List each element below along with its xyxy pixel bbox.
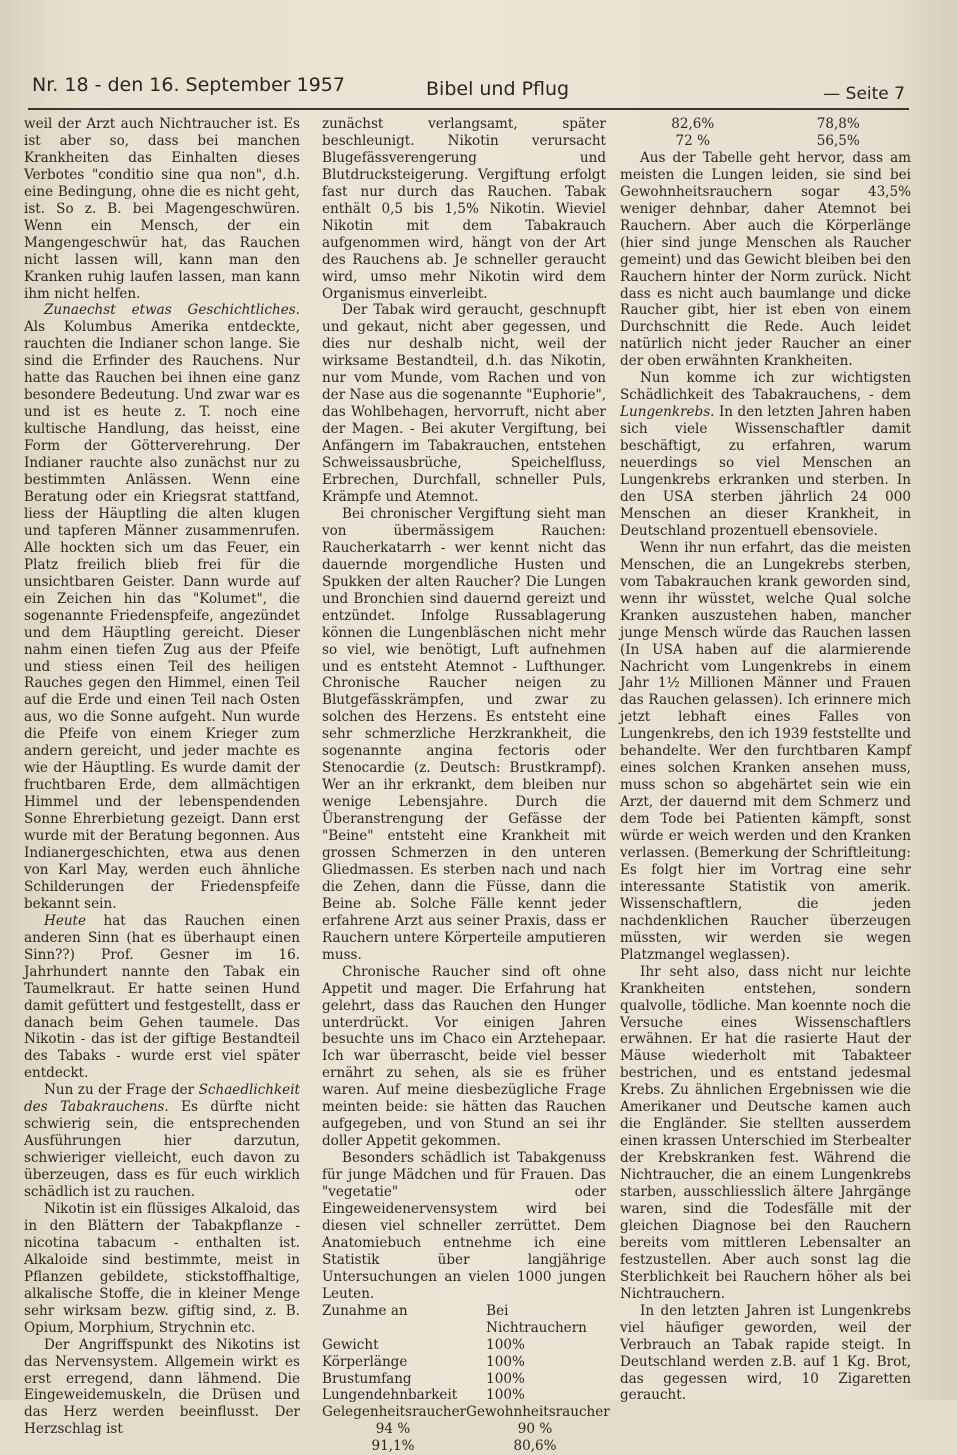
table-cell: 100%	[486, 1353, 525, 1370]
page-number: — Seite 7	[823, 84, 905, 104]
table-header: Zunahme an	[322, 1302, 408, 1319]
paragraph: Wenn ihr nun erfahrt, das die meisten Menschen, die an Lungekrebs sterben, vom Tabakrauchen krank geworden sind, wenn ihr wüsstet, welche Qual solche Kranken auszustehen haben, mancher junge Mensch würde das Rauchen lassen (In USA haben auf die alarmierende Nachricht vom Lungenkrebs in einem Jahr 1½ Millionen Männer und Frauen das Rauchen gelassen). Ich erinnere mich jetzt lebhaft eines Falles von Lungenkrebs, den ich 1939 feststellte und behandelte. Wer den furchtbaren Kampf eines solchen Kranken ansehen muss, muss schon so abgehärtet sein wie ein Arzt, der dauernd mit dem Schmerz und dem Tode bei Patienten kämpft, sonst würde er weich werden und den Kranken verlassen. (Bemerkung der Schriftleitung: Es folgt hier im Vortrag eine sehr interessante Statistik von amerik. Wissenschaftlern, die jeden nachdenklichen Raucher überzeugen müssten, wir werden sie wegen Platzmangel weglassen).	[620, 539, 911, 963]
table-cell: 91,1%	[371, 1438, 415, 1455]
table-header: Gewohnheitsraucher	[466, 1404, 610, 1421]
table-row	[322, 1337, 610, 1354]
paragraph-text: Als Kolumbus Amerika entdeckte, rauchten die Indianer schon lange. Sie sind die Erfinder des Rauchens. Nur hatte das Rauchen bei ihnen eine ganz besondere Bedeutung. Und zwar war es und ist es heute z. T. noch eine kultische Handlung, das heisst, eine Form der Götterverehrung. Der Indianer rauchte also zunächst nur zu bestimmten Anlässen. Wenn eine Beratung oder ein Kriegsrat stattfand, liess der Häuptling die alten klugen und tapferen Männer zusammenrufen. Alle hockten sich um das Feuer, ein Platz freilich blieb frei für die unsichtbaren Geister. Dann wurde auf ein Zeichen hin das "Kolumet", die sogenannte Friedenspfeife, angezündet und dem Häuptling gereicht. Dieser nahm einen tiefen Zug aus der Pfeife und stiess einen Teil des heiligen Rauches gegen den Himmel, einen Teil auf die Erde und einen Teil nach Osten aus, wo die Sonne aufgeht. Nun wurde die Pfeife von einem Krieger zum andern gereicht, und jeder machte es wie der Häuptling. Es wurde damit der fruchtbaren Erde, dem allmächtigen Himmel und der lebenspendenden Sonne Ehrerbietung gezeigt. Dann erst wurde mit der Beratung begonnen. Aus Indianergeschichten, etwa aus denen von Karl May, werden euch ähnliche Schilderungen der Friedenspfeife bekannt sein.	[24, 319, 300, 912]
table-cell: 80,6%	[513, 1438, 557, 1455]
section-heading: Lungenkrebs.	[620, 404, 715, 421]
paragraph: Aus der Tabelle geht hervor, dass am meisten die Lungen leiden, sie sind bei Gewohnheitsrauchern sogar 43,5% weniger dehnbar, daher Atemnot bei Rauchern. Aber auch die Körperlänge (hier sind junge Menschen als Raucher gemeint) und das Gewicht bleiben bei den Rauchern hinter der Norm zurück. Nicht dass es nicht auch baumlange und dicke Raucher gibt, hier ist eben von einem Durchschnitt die Rede. Auch leidet natürlich nicht jeder Raucher an einer der oben erwähnten Krankheiten.	[620, 149, 911, 370]
table-cell: 78,8%	[816, 116, 860, 132]
paragraph	[24, 913, 300, 1083]
section-heading: Zunaechst etwas Geschichtliches.	[44, 302, 300, 319]
paragraph: In den letzten Jahren ist Lungenkrebs viel häufiger geworden, weil der Verbrauch an Tabak rapide steigt. In Deutschland werden z.B. auf 1 Kg. Brot, das gegessen wird, 10 Zigaretten geraucht.	[620, 1302, 911, 1404]
table-row	[322, 1421, 606, 1438]
newspaper-title: Bibel und Pflug	[426, 78, 570, 100]
table-header-row	[322, 1303, 610, 1337]
paragraph: Der Tabak wird geraucht, geschnupft und gekaut, nicht aber gegessen, und dies nur deshalb nicht, weil der wirksame Bestandteil, d.h. das Nikotin, nur vom Munde, vom Rachen und von der Nase aus die sogenannte "Euphorie", das Wohlbehagen, hervorruft, nicht aber der Magen. - Bei akuter Vergiftung, bei Anfängern im Tabakrauchen, entstehen Schweissausbrüche, Speichelfluss, Erbrechen, Durchfall, schneller Puls, Krämpfe und Atemnot.	[322, 302, 606, 505]
column-3	[620, 116, 911, 1404]
column-1	[24, 116, 300, 1438]
paragraph: weil der Arzt auch Nichtraucher ist. Es ist aber so, dass bei manchen Krankheiten das Einhalten dieses Verbotes "conditio sine qua non", d.h. eine Bedingung, ohne die es nicht geht, ist. So z. B. bei Magengeschwüren. Wenn ein Mensch, der ein Mangengeschwür hat, das Rauchen nicht lassen will, kann man den Kranken ruhig laufen lassen, man kann ihm nicht helfen.	[24, 116, 300, 302]
column-2	[322, 116, 610, 1455]
paragraph	[24, 302, 300, 912]
paragraph-text: Nun komme ich zur wichtigsten Schädlichkeit des Tabakrauchens, - dem	[620, 370, 911, 404]
table-row	[620, 133, 911, 150]
paragraph: Der Angriffspunkt des Nikotins ist das Nervensystem. Allgemein wirkt es erst erregend, dann lähmend. Die Eingeweidemuskeln, die Drüsen und das Herz werden beeinflusst. Der Herzschlag ist	[24, 1336, 300, 1438]
paragraph	[620, 370, 911, 540]
table-cell: Körperlänge	[322, 1353, 408, 1370]
table-row	[322, 1387, 610, 1404]
percent-table-continued	[620, 116, 911, 150]
table-subheader-row	[322, 1404, 610, 1421]
paragraph-text: hat das Rauchen einen anderen Sinn (hat es überhaupt einen Sinn??) Prof. Gesner im 16. Jahrhundert nannte den Tabak ein Taumelkraut. Er hatte seinen Hund damit gefüttert und festgestellt, dass er danach beim Gehen taumele. Das Nikotin - das ist der giftige Bestandteil des Tabaks - wurde erst viel später entdeckt.	[24, 912, 301, 1082]
table-cell: 100%	[486, 1370, 525, 1387]
table-row	[620, 116, 911, 133]
paragraph-text: In den letzten Jahren haben sich viele Wissenschaftler damit beschäftigt, zu erfahren, warum neuerdings so viel Menschen an Lungenkrebs erkranken und sterben. In den USA sterben jährlich 24 000 Menschen an dieser Krankheit, in Deutschland prozentuell ebensoviele.	[620, 404, 911, 539]
table-row	[322, 1438, 606, 1455]
table-cell: Gewicht	[322, 1336, 379, 1353]
table-cell: 90 %	[517, 1421, 553, 1438]
table-cell: 94 %	[375, 1421, 411, 1438]
paragraph	[24, 1082, 300, 1201]
table-header: Bei Nichtrauchern	[486, 1302, 587, 1336]
paragraph: Nikotin ist ein flüssiges Alkaloid, das in den Blättern der Tabakpflanze - nicotina tabacum - enthalten ist. Alkaloide sind bestimmte, meist in Pflanzen gebildete, stickstoffhaltige, alkalische Stoffe, die in kleiner Menge sehr wirksam bezw. giftig sind, z. B. Opium, Morphium, Strychnin etc.	[24, 1201, 300, 1336]
paragraph: Besonders schädlich ist Tabakgenuss für junge Mädchen und für Frauen. Das "vegetatie" oder Eingeweidenervensystem wird bei diesen viel schneller zerrüttet. Dem Anatomiebuch entnehme ich eine Statistik über langjährige Untersuchungen an vielen 1000 jungen Leuten.	[322, 1150, 606, 1302]
table-cell: 72 %	[675, 132, 710, 149]
paragraph: Bei chronischer Vergiftung sieht man von übermässigem Rauchen: Raucherkatarrh - wer kennt nicht das dauernde morgendliche Husten und Spukken der alten Raucher? Die Lungen und Bronchien sind dauernd gereizt und entzündet. Infolge Russablagerung können die Lungenbläschen nicht mehr so viel, wie benötigt, Luft aufnehmen und es entsteht Atemnot - Lufthunger. Chronische Raucher neigen zu Blutgefässkrämpfen, und zwar zu solchen des Herzens. Es entsteht eine sehr schmerzliche Herzkrankheit, die sogenannte angina fectoris oder Stenocardie (z. Deutsch: Brustkrampf). Wer an ihr erkrankt, dem bleiben nur wenige Lebensjahre. Durch die Überanstrengung der Gefässe der "Beine" entsteht eine Krankheit mit grossen Schmerzen in den unteren Gliedmassen. Es sterben nach und nach die Zehen, dann die Füsse, dann die Beine ab. Solche Fälle kennt jeder erfahrene Arzt aus seiner Praxis, dass er Rauchern untere Körperteile amputieren muss.	[322, 505, 606, 963]
table-cell: 82,6%	[671, 116, 715, 132]
table-header: Gelegenheitsraucher	[322, 1404, 467, 1421]
table-row	[322, 1371, 610, 1388]
section-heading: Schaedlichkeit des Tabakrauchens.	[24, 1082, 300, 1116]
statistics-table	[322, 1303, 610, 1422]
table-row	[322, 1354, 610, 1371]
table-cell: Brustumfang	[322, 1370, 412, 1387]
paragraph: zunächst verlangsamt, später beschleunigt. Nikotin verursacht Blugefässverengerung und Blutdrucksteigerung. Vergiftung erfolgt fast nur durch das Rauchen. Tabak enthält 0,5 bis 1,5% Nikotin. Wieviel Nikotin mit dem Tabakrauch aufgenommen wird, hängt von der Art des Rauchens ab. Je schneller geraucht wird, umso mehr Nikotin wird dem Organismus einverleibt.	[322, 116, 606, 302]
paragraph: Ihr seht also, dass nicht nur leichte Krankheiten entstehen, sondern qualvolle, tödliche. Man koennte noch die Versuche eines Wissenschaftlers erwähnen. Er hat die rasierte Haut der Mäuse wiederholt mit Tabakteer bestrichen, und es entstand jedesmal Krebs. Zu ähnlichen Ergebnissen wie die Amerikaner und Deutsche kamen auch die Engländer. Sie stellten ausserdem einen krassen Unterschied im Sterbealter der Krebskranken fest. Während die Nichtraucher, die an einem Lungenkrebs starben, ausschliesslich ältere Jahrgänge waren, sind die Todesfälle mit der gleichen Diagnose bei den Rauchern bereits vom mittleren Lebensalter an festzustellen. Aber auch sonst lag die Sterblichkeit bei Rauchern höher als bei Nichtrauchern.	[620, 963, 911, 1302]
section-heading: Heute	[44, 912, 87, 929]
paragraph-text: Nun zu der Frage der	[44, 1082, 195, 1099]
paragraph-text: Es dürfte nicht schwierig sein, die entsprechenden Ausführungen hier darzutun, schwieriger vielleicht, euch davon zu überzeugen, dass es für euch wirklich schädlich ist zu rauchen.	[24, 1099, 300, 1201]
table-cell: 56,5%	[816, 132, 860, 149]
paragraph: Chronische Raucher sind oft ohne Appetit und mager. Die Erfahrung hat gelehrt, dass das Rauchen den Hunger unterdrückt. Vor einigen Jahren besuchte uns im Chaco ein Arztehepaar. Ich war überrascht, beide viel besser ernährt zu sehen, als sie es früher waren. Auf meine diesbezügliche Frage meinten beide: sie hätten das Rauchen aufgegeben, und von Stund an sei ihr doller Appetit gekommen.	[322, 963, 606, 1150]
issue-line: Nr. 18 - den 16. September 1957	[32, 74, 345, 96]
page-header	[28, 68, 909, 110]
table-cell: 100%	[486, 1387, 525, 1404]
table-cell: 100%	[486, 1336, 525, 1353]
table-cell: Lungendehnbarkeit	[322, 1387, 458, 1404]
percent-table	[322, 1421, 606, 1455]
